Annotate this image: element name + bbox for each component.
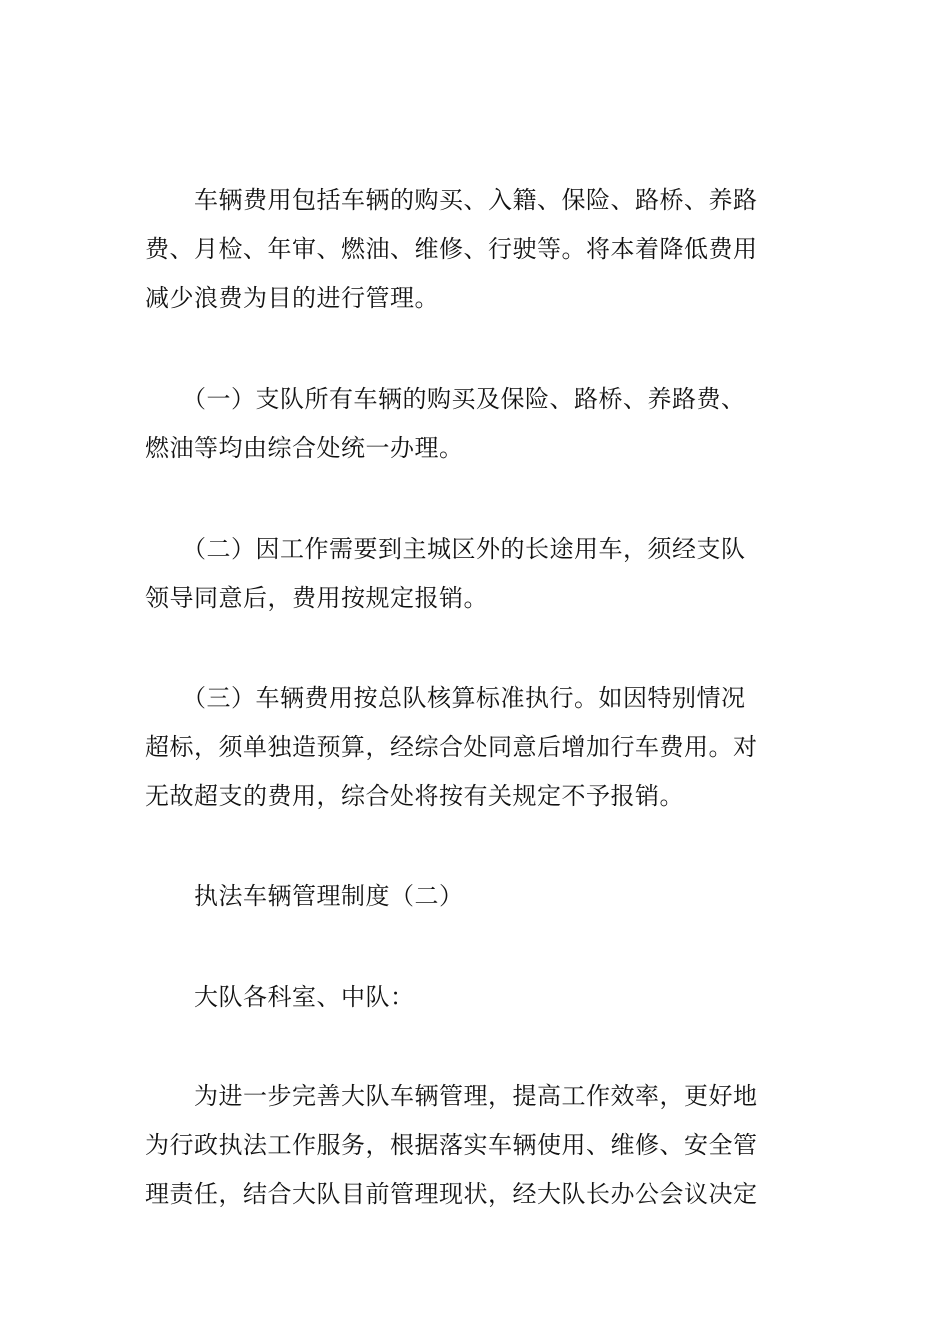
text-line: 领导同意后，费用按规定报销。 [145,584,488,612]
section-heading [145,872,810,921]
paragraph-intro [145,1072,810,1219]
text-line: （一）支队所有车辆的购买及保险、路桥、养路费、 [145,385,746,413]
text-line: 无故超支的费用，综合处将按有关规定不予报销。 [145,782,684,810]
text-line: 执法车辆管理制度（二） [145,882,464,910]
paragraph-item-three [145,674,810,821]
text-line: 减少浪费为目的进行管理。 [145,284,439,312]
paragraph-item-one [145,375,810,473]
text-line: 理责任，结合大队目前管理现状，经大队长办公会议决定 [145,1180,758,1208]
text-line: 为进一步完善大队车辆管理，提高工作效率，更好地 [145,1082,758,1110]
text-line: 燃油等均由综合处统一办理。 [145,434,464,462]
text-line: 车辆费用包括车辆的购买、入籍、保险、路桥、养路 [145,186,758,214]
text-line: 为行政执法工作服务，根据落实车辆使用、维修、安全管 [145,1131,758,1159]
paragraph-vehicle-costs [145,176,810,323]
text-line: 大队各科室、中队： [145,983,415,1011]
paragraph-item-two [145,525,810,623]
salutation [145,973,810,1022]
text-line: （二）因工作需要到主城区外的长途用车，须经支队 [145,535,746,563]
text-line: （三）车辆费用按总队核算标准执行。如因特别情况 [145,684,746,712]
text-line: 超标，须单独造预算，经综合处同意后增加行车费用。对 [145,733,758,761]
text-line: 费、月检、年审、燃油、维修、行驶等。将本着降低费用 [145,235,758,263]
